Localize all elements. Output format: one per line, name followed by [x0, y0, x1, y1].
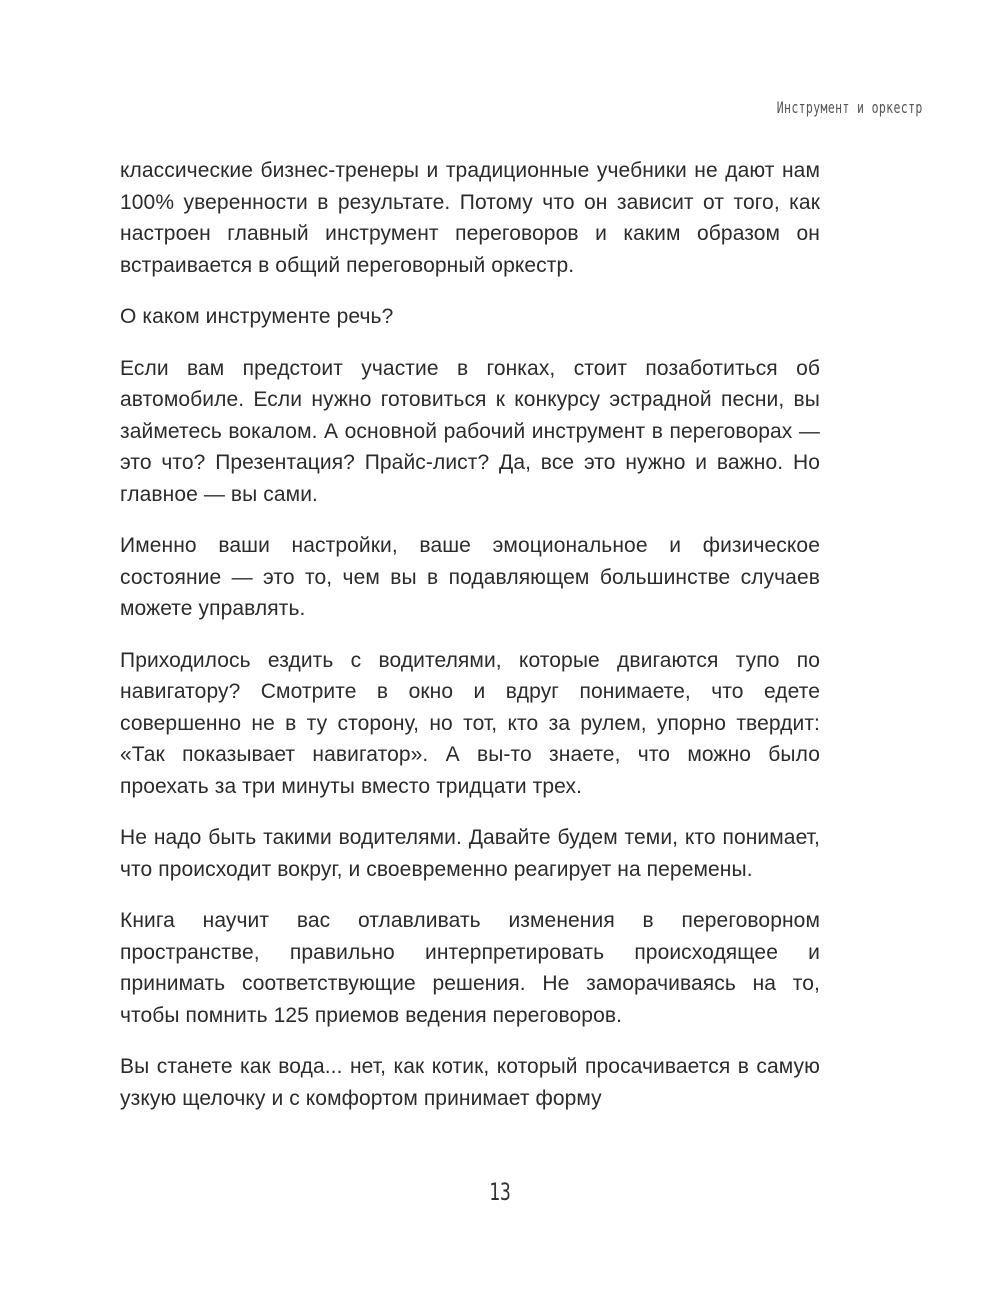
- paragraph: Приходилось ездить с водителями, которые двигаются тупо по навигатору? Смотрите в окно и вдруг понимаете, что едете совершенно не в ту сторону, но тот, кто за рулем, упорно твердит: «Так показывает навигатор». А вы-то знаете, что можно было проехать за три минуты вместо тридцати трех.: [120, 648, 820, 798]
- paragraph: Вы станете как вода... нет, как котик, который просачивается в самую узкую щелочку и с комфортом принимает форму: [120, 1055, 820, 1110]
- paragraph: Если вам предстоит участие в гонках, стоит позаботиться об автомобиле. Если нужно готовиться к конкурсу эстрадной песни, вы займетесь вокалом. А основной рабочий инструмент в переговорах — это что? Презентация? Прайс-лист? Да, все это нужно и важно. Но главное — вы сами.: [120, 356, 820, 506]
- running-header-title: Инструмент и оркестр: [777, 98, 923, 117]
- paragraph: классические бизнес-тренеры и традиционные учебники не дают нам 100% уверенности в результате. Потому что он зависит от того, как настроен главный инструмент переговоров и каким образом он встраивается в общий переговорный оркестр.: [120, 159, 820, 277]
- paragraph: О каком инструменте речь?: [120, 305, 394, 328]
- page-number: 13: [489, 1178, 511, 1206]
- paragraph: Книга научит вас отлавливать изменения в переговорном пространстве, правильно интерпретировать происходящее и принимать соответствующие решения. Не заморачиваясь на то, чтобы помнить 125 приемов ведения переговоров.: [120, 909, 820, 1027]
- paragraph: Именно ваши настройки, ваше эмоциональное и физическое состояние — это то, чем вы в подавляющем большинстве случаев можете управлять.: [120, 534, 820, 620]
- paragraph: Не надо быть такими водителями. Давайте будем теми, кто понимает, что происходит вокруг, и своевременно реагирует на перемены.: [120, 826, 820, 881]
- page-body: [120, 155, 820, 1134]
